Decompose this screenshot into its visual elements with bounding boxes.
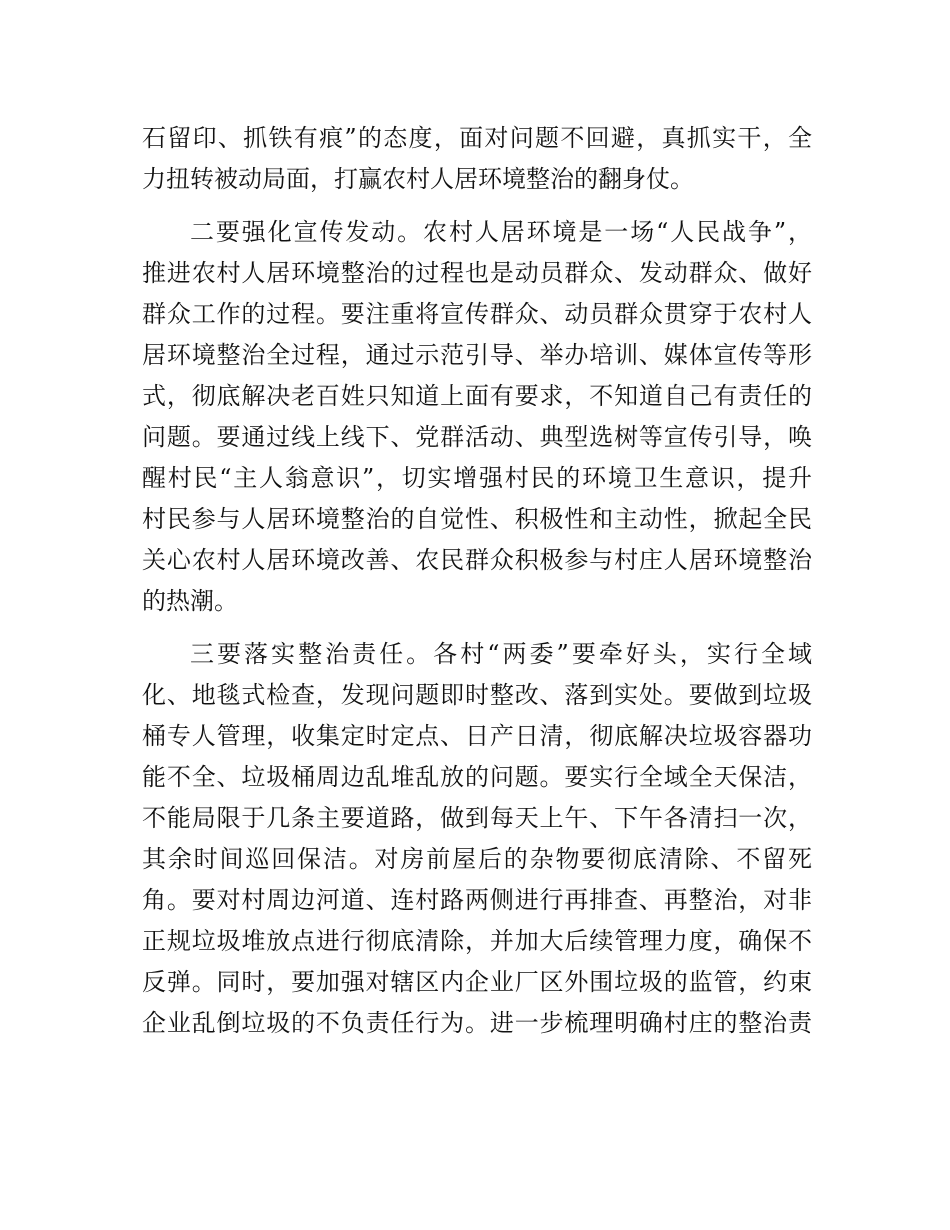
text-line: 式，彻底解决老百姓只知道上面有要求，不知道自己有责任的 — [142, 382, 812, 410]
text-line: 不能局限于几条主要道路，做到每天上午、下午各清扫一次， — [142, 804, 812, 832]
text-line: 问题。要通过线上线下、党群活动、典型选树等宣传引导，唤 — [142, 423, 812, 451]
text-line: 石留印、抓铁有痕”的态度，面对问题不回避，真抓实干，全 — [142, 124, 812, 152]
text-line: 居环境整治全过程，通过示范引导、举办培训、媒体宣传等形 — [142, 341, 812, 369]
paragraph-1 — [142, 118, 812, 200]
text-line: 化、地毯式检查，发现问题即时整改、落到实处。要做到垃圾 — [142, 681, 812, 709]
text-line: 能不全、垃圾桶周边乱堆乱放的问题。要实行全域全天保洁， — [142, 763, 812, 791]
text-line: 的热潮。 — [142, 587, 238, 615]
text-line: 反弹。同时，要加强对辖区内企业厂区外围垃圾的监管，约束 — [142, 968, 812, 996]
text-line: 其余时间巡回保洁。对房前屋后的杂物要彻底清除、不留死 — [142, 845, 812, 873]
text-line: 角。要对村周边河道、连村路两侧进行再排查、再整治，对非 — [142, 886, 812, 914]
text-line: 企业乱倒垃圾的不负责任行为。进一步梳理明确村庄的整治责 — [142, 1009, 812, 1037]
text-line: 关心农村人居环境改善、农民群众积极参与村庄人居环境整治 — [142, 546, 812, 574]
text-line: 正规垃圾堆放点进行彻底清除，并加大后续管理力度，确保不 — [142, 927, 812, 955]
document-body — [142, 118, 812, 1044]
text-line: 推进农村人居环境整治的过程也是动员群众、发动群众、做好 — [142, 259, 812, 287]
text-line: 群众工作的过程。要注重将宣传群众、动员群众贯穿于农村人 — [142, 300, 812, 328]
text-line: 桶专人管理，收集定时定点、日产日清，彻底解决垃圾容器功 — [142, 722, 812, 750]
text-line: 力扭转被动局面，打赢农村人居环境整治的翻身仗。 — [142, 165, 694, 193]
text-line: 醒村民“主人翁意识”，切实增强村民的环境卫生意识，提升 — [142, 464, 812, 492]
paragraph-3 — [142, 634, 812, 1044]
text-line: 二要强化宣传发动。农村人居环境是一场“人民战争”， — [190, 218, 812, 246]
text-line: 三要落实整治责任。各村“两委”要牵好头，实行全域 — [190, 640, 812, 668]
paragraph-2 — [142, 212, 812, 622]
text-line: 村民参与人居环境整治的自觉性、积极性和主动性，掀起全民 — [142, 505, 812, 533]
